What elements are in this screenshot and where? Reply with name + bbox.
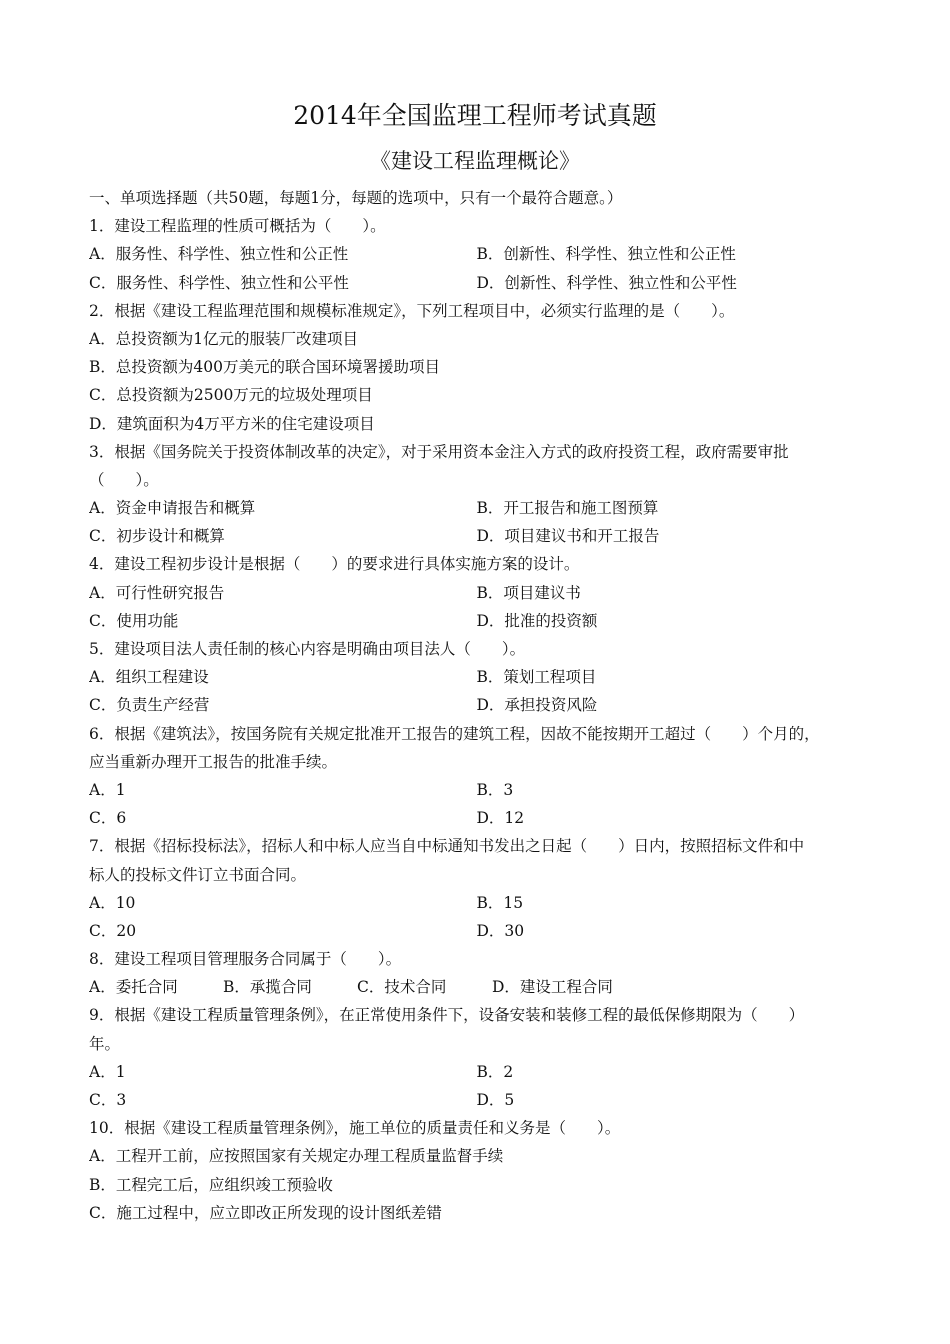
option: B．策划工程项目 [476,668,597,687]
option-row [89,663,864,691]
option: D．12 [476,809,525,828]
option: B．项目建议书 [476,583,581,602]
option: A．工程开工前，应按照国家有关规定办理工程质量监督手续 [89,1147,504,1166]
option: B．承揽合同 [223,978,312,997]
question-stem: 7．根据《招标投标法》，招标人和中标人应当自中标通知书发出之日起（ ）日内，按照招标文件和中 [89,837,805,856]
section-heading: 一、单项选择题（共50题，每题1分，每题的选项中，只有一个最符合题意。） [89,189,623,207]
option-row [89,240,864,268]
option: A．委托合同 [89,978,178,997]
page-title: 2014年全国监理工程师考试真题 [293,101,657,130]
option: C．3 [89,1091,127,1109]
option: A．1 [89,1062,126,1081]
option: A．组织工程建设 [89,668,209,687]
option: A．总投资额为1亿元的服装厂改建项目 [89,329,359,348]
option: A．资金申请报告和概算 [89,499,256,518]
option: D．30 [476,921,525,940]
option-row [89,579,864,607]
question-stem: 4．建设工程初步设计是根据（ ）的要求进行具体实施方案的设计。 [89,555,580,574]
option-row [89,973,864,1001]
question-stem: 3．根据《国务院关于投资体制改革的决定》，对于采用资本金注入方式的政府投资工程，政府需要审批 [89,442,789,461]
option-row [89,889,864,917]
question-stem: 5．建设项目法人责任制的核心内容是明确由项目法人（ ）。 [89,640,526,658]
option: A．服务性、科学性、独立性和公正性 [89,245,349,264]
question-stem-continued: 标人的投标文件订立书面合同。 [89,865,307,884]
option: B．15 [476,893,524,912]
option: D．创新性、科学性、独立性和公平性 [476,273,737,292]
option: D．承担投资风险 [476,696,598,715]
option-row [89,776,864,804]
option: C．使用功能 [89,611,179,630]
option: A．1 [89,780,126,799]
option-row [89,269,864,297]
question-stem-continued: 年。 [89,1034,121,1053]
option: A．可行性研究报告 [89,583,225,602]
option: B．2 [476,1062,514,1081]
question-stem: 2．根据《建设工程监理范围和规模标准规定》，下列工程项目中，必须实行监理的是（ ）。 [89,301,735,320]
question-stem: 6．根据《建筑法》，按国务院有关规定批准开工报告的建筑工程，因故不能按期开工超过（ ）个月的， [89,724,820,743]
question-stem-continued: 应当重新办理开工报告的批准手续。 [89,752,338,771]
option-row [89,804,864,832]
question-stem-continued: （ ）。 [89,470,159,489]
option: C．总投资额为2500万元的垃圾处理项目 [89,386,373,405]
option-row [89,522,864,550]
option: C．初步设计和概算 [89,527,225,546]
option: B．3 [476,780,514,799]
question-stem: 1．建设工程监理的性质可概括为（ ）。 [89,217,386,236]
option-row [89,494,864,522]
option: B．创新性、科学性、独立性和公正性 [476,245,736,264]
option: D．5 [476,1091,515,1109]
question-list [89,184,864,1227]
option-row [89,917,864,945]
option: B．总投资额为400万美元的联合国环境署援助项目 [89,358,440,377]
option: C．6 [89,809,127,828]
question-stem: 10．根据《建设工程质量管理条例》，施工单位的质量责任和义务是（ ）。 [89,1119,621,1138]
option: C．服务性、科学性、独立性和公平性 [89,273,349,292]
option-row [89,1086,864,1114]
option: B．开工报告和施工图预算 [476,499,659,518]
option: C．施工过程中，应立即改正所发现的设计图纸差错 [89,1203,442,1222]
option: C．20 [89,921,137,940]
option-row [89,607,864,635]
option: B．工程完工后，应组织竣工预验收 [89,1175,333,1194]
option: D．项目建议书和开工报告 [476,527,660,546]
option: D．建筑面积为4万平方米的住宅建设项目 [89,414,375,433]
option-row [89,691,864,719]
option-row [89,1058,864,1086]
question-stem: 9．根据《建设工程质量管理条例》，在正常使用条件下，设备安装和装修工程的最低保修期限为（ ） [89,1006,805,1025]
option: C．负责生产经营 [89,696,210,715]
option: C．技术合同 [357,978,447,997]
option: A．10 [89,893,136,912]
option: D．批准的投资额 [476,611,598,630]
question-stem: 8．建设工程项目管理服务合同属于（ ）。 [89,950,402,969]
page-subtitle: 《建设工程监理概论》 [370,149,580,173]
option: D．建设工程合同 [492,978,613,997]
